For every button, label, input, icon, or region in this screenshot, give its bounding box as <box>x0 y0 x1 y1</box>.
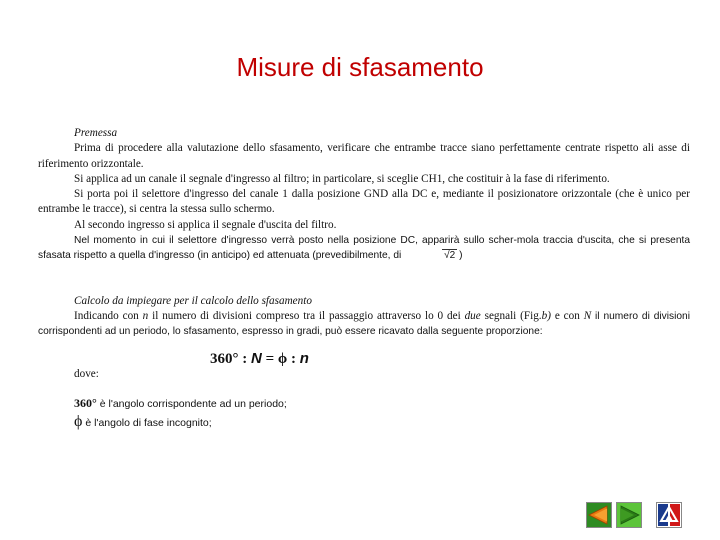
prev-icon <box>587 503 611 527</box>
premessa-paragraph-1: Prima di procedere alla valutazione dello sfasamento, verificare che entrambe tracce siano perfettamente centrate rispetto ali asse di riferimento orizzontale. <box>38 142 690 170</box>
return-button[interactable] <box>656 502 682 528</box>
premessa-paragraph-5-text: Nel momento in cui il selettore d'ingresso verrà posto nella posizione DC, apparirà sullo scher-mola traccia d'uscita, che si presenta sfasata rispetto a quella d'ingresso (in anticipo) ed attenuata (prevedibilmente, di <box>38 235 690 262</box>
premessa-paragraph-3: Si porta poi il selettore d'ingresso del canale 1 dalla posizione GND alla DC e, mediante il posizionatore orizzontale (che è unico per entrambe le tracce), si centra la stessa sullo schermo. <box>38 188 690 216</box>
premessa-paragraph-5-end: ) <box>459 250 463 262</box>
phase-formula: 360° : N = ϕ : n <box>210 350 309 367</box>
prev-button[interactable] <box>586 502 612 528</box>
premessa-paragraph-2: Si applica ad un canale il segnale d'ingresso al filtro; in particolare, si sceglie CH1, che costituir à la fase di riferimento. <box>74 172 610 185</box>
definition-phase: ϕ è l'angolo di fase incognito; <box>74 413 212 430</box>
sqrt-two: √2 <box>444 250 456 262</box>
page-title: Misure di sfasamento <box>236 52 484 82</box>
next-button[interactable] <box>616 502 642 528</box>
calc-paragraph: Indicando con n il numero di divisioni compreso tra il passaggio attraverso lo 0 dei due segnali (Fig.b) e con N il numero di divisioni corrispondenti ad un periodo, lo sfasamento, espresso in gradi, può essere ricavato dalla seguente proporzione: <box>38 309 690 338</box>
premessa-paragraph-5 <box>38 233 690 264</box>
dove-label: dove: <box>74 368 99 380</box>
calc-heading: Calcolo da impiegare per il calcolo dello sfasamento <box>74 294 312 307</box>
next-icon <box>617 503 641 527</box>
definition-period: 360° è l'angolo corrispondente ad un periodo; <box>74 396 287 410</box>
return-icon <box>657 503 681 527</box>
premessa-paragraph-4: Al secondo ingresso si applica il segnale d'uscita del filtro. <box>74 218 337 231</box>
document-body <box>38 126 690 340</box>
premessa-heading: Premessa <box>74 127 118 139</box>
